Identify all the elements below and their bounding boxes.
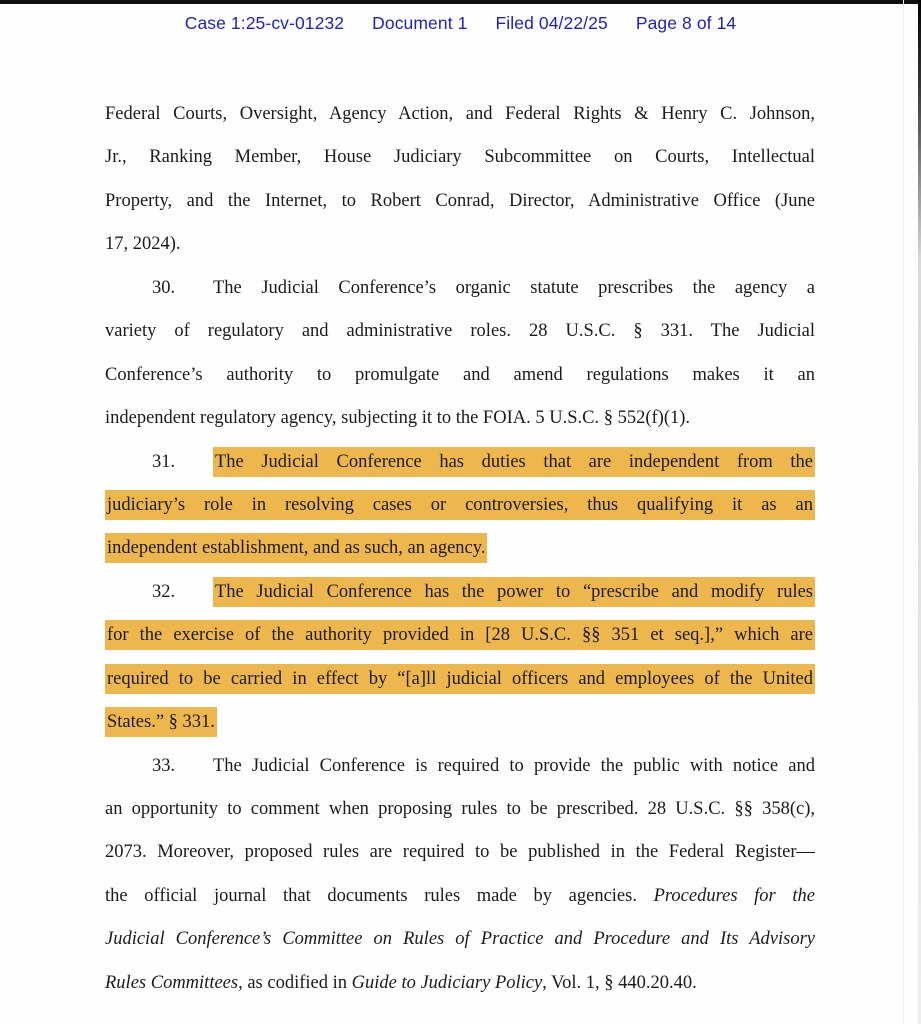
- text-line: [105, 310, 815, 353]
- text-line: [105, 745, 815, 788]
- filed-date: Filed 04/22/25: [495, 13, 608, 33]
- page-number: Page 8 of 14: [635, 13, 737, 33]
- paragraph-number: 33.: [152, 755, 176, 776]
- text-segment: an opportunity to comment when proposing rules to be prescribed. 28 U.S.C. §§ 358(c),: [105, 799, 815, 819]
- text-segment: Judicial Conference’s Committee on Rules of Practice and Procedure and Its Advisory: [105, 929, 815, 950]
- paragraph-number: 31.: [152, 451, 176, 472]
- text-segment: 17, 2024).: [105, 234, 181, 255]
- highlighted-segment: The Judicial Conference has duties that are independent from the: [213, 447, 815, 477]
- highlighted-segment: States.” § 331.: [105, 707, 217, 737]
- text-line: [105, 180, 815, 223]
- text-line: [105, 527, 815, 570]
- text-line: [105, 701, 815, 744]
- highlighted-segment: judiciary’s role in resolving cases or controversies, thus qualifying it as an: [105, 490, 815, 520]
- text-line: [105, 397, 815, 440]
- text-segment: 2073. Moreover, proposed rules are required to be published in the Federal Register—: [105, 842, 815, 863]
- text-line: [105, 614, 815, 657]
- highlighted-segment: required to be carried in effect by “[a]ll judicial officers and employees of the United: [105, 664, 815, 694]
- text-segment: Conference’s authority to promulgate and amend regulations makes it an: [105, 364, 815, 385]
- document-number: Document 1: [372, 13, 468, 33]
- text-segment: The Judicial Conference is required to provide the public with notice and: [213, 755, 815, 776]
- text-line: [105, 658, 815, 701]
- text-line: [105, 136, 815, 179]
- text-line: [105, 93, 815, 136]
- document-body: [105, 93, 815, 1005]
- page-edge-seam: [903, 0, 904, 1024]
- text-segment: variety of regulatory and administrative roles. 28 U.S.C. § 331. The Judicial: [105, 321, 815, 342]
- text-line: [105, 962, 815, 1005]
- highlighted-segment: for the exercise of the authority provided in [28 U.S.C. §§ 351 et seq.],” which are: [105, 620, 815, 650]
- text-segment: Procedures for the: [653, 885, 815, 906]
- text-segment: independent regulatory agency, subjecting it to the FOIA. 5 U.S.C. § 552(f)(1).: [105, 408, 691, 429]
- paragraph-number: 32.: [152, 581, 176, 602]
- text-segment: Property, and the Internet, to Robert Conrad, Director, Administrative Office (June: [105, 190, 815, 211]
- text-line: [105, 875, 815, 918]
- text-line: [105, 223, 815, 266]
- highlighted-segment: independent establishment, and as such, an agency.: [105, 533, 487, 563]
- text-segment: Rules Committees: [105, 972, 239, 993]
- text-segment: Federal Courts, Oversight, Agency Action, and Federal Rights & Henry C. Johnson,: [105, 104, 815, 124]
- text-line: [105, 354, 815, 397]
- text-segment: , as codified in: [238, 972, 352, 993]
- paragraph-number: 30.: [152, 277, 176, 298]
- highlighted-segment: The Judicial Conference has the power to “prescribe and modify rules: [213, 577, 815, 607]
- text-line: [105, 918, 815, 961]
- text-segment: The Judicial Conference’s organic statute prescribes the agency a: [213, 277, 815, 298]
- text-line: [105, 831, 815, 874]
- text-line: [105, 484, 815, 527]
- text-segment: , Vol. 1, § 440.20.40.: [542, 972, 697, 993]
- text-segment: Jr., Ranking Member, House Judiciary Subcommittee on Courts, Intellectual: [105, 147, 815, 168]
- top-edge-bar: [0, 0, 921, 4]
- case-number: Case 1:25-cv-01232: [184, 13, 345, 33]
- text-line: [105, 267, 815, 310]
- text-segment: Guide to Judiciary Policy: [351, 972, 543, 993]
- text-line: [105, 441, 815, 484]
- pdf-stamp-header: [0, 13, 921, 34]
- text-segment: the official journal that documents rules made by agencies.: [105, 885, 654, 906]
- text-line: [105, 788, 815, 831]
- text-line: [105, 571, 815, 614]
